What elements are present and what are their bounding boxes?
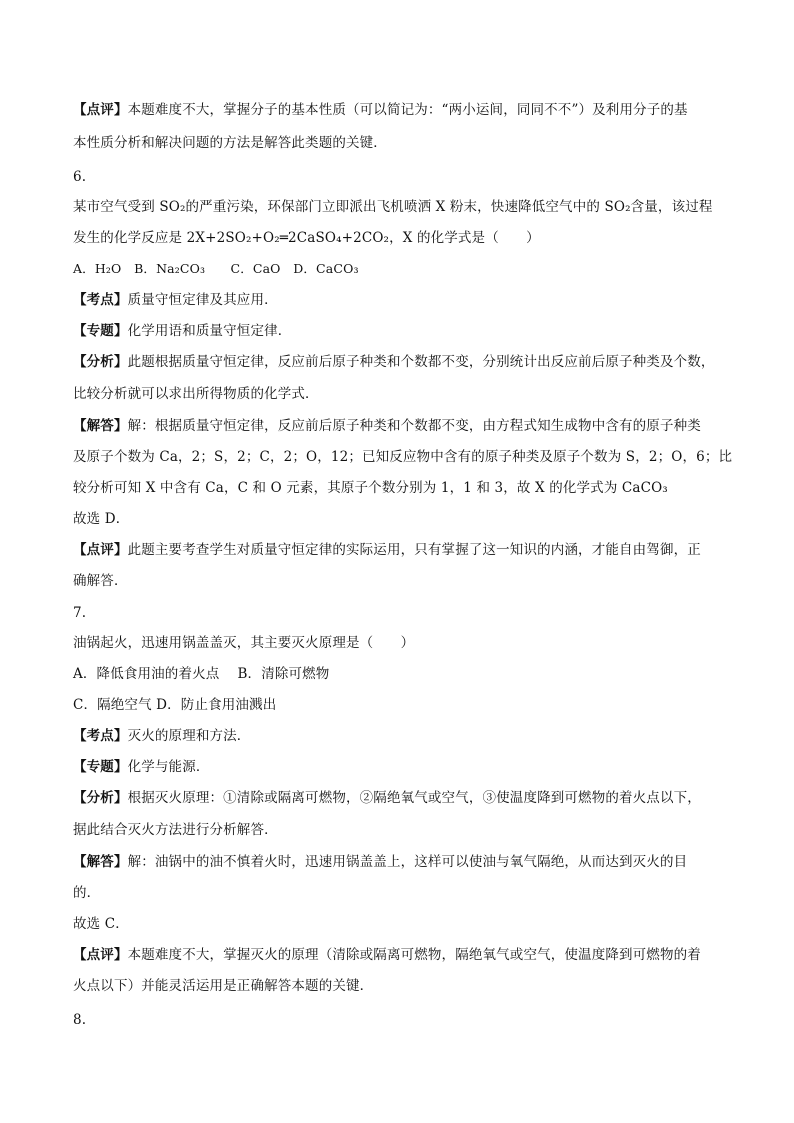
q6-comment-line1	[73, 540, 701, 560]
q7-options-line1: A．降低食用油的着火点 B．清除可燃物	[73, 666, 330, 682]
q6-kaodian-tag: 【考点】	[73, 292, 128, 308]
q5-comment-line2: 本性质分析和解决问题的方法是解答此类题的关键．	[73, 135, 387, 151]
q7-jieda-line1	[73, 852, 687, 872]
q7-jieda-line2: 的．	[73, 885, 101, 901]
q6-zhuanti-tag: 【专题】	[73, 323, 128, 339]
q6-comment-line2: 确解答．	[73, 573, 128, 589]
q7-zhuanti-text: 化学与能源．	[127, 759, 210, 775]
q6-jieda-line3: 较分析可知 X 中含有 Ca，C 和 O 元素，其原子个数分别为 1，1 和 3，故 X 的化学式为 CaCO₃	[73, 480, 668, 496]
q6-kaodian-text: 质量守恒定律及其应用．	[127, 292, 278, 308]
q6-zhuanti-text: 化学用语和质量守恒定律．	[127, 323, 292, 339]
q7-options-line2: C．隔绝空气 D．防止食用油溅出	[73, 697, 277, 713]
q6-fenxi-tag: 【分析】	[73, 354, 128, 370]
q7-fenxi-text1: 根据灭火原理：①清除或隔离可燃物，②隔绝氧气或空气，③使温度降到可燃物的着火点以下，	[127, 790, 701, 806]
q7-comment-text1: 本题难度不大，掌握灭火的原理（清除或隔离可燃物，隔绝氧气或空气，使温度降到可燃物的着	[127, 947, 701, 963]
q8-number: 8.	[73, 1012, 87, 1028]
q6-comment-tag: 【点评】	[73, 542, 128, 558]
q6-kaodian	[73, 290, 278, 310]
q7-number: 7.	[73, 605, 87, 621]
q6-options: A．H₂O B．Na₂CO₃ C．CaO D．CaCO₃	[73, 261, 359, 276]
q7-fenxi-tag: 【分析】	[73, 790, 128, 806]
q7-answer: 故选 C．	[73, 916, 129, 932]
q7-fenxi-line1	[73, 788, 701, 808]
q5-comment-tag: 【点评】	[73, 102, 128, 118]
q6-comment-text1: 此题主要考查学生对质量守恒定律的实际运用，只有掌握了这一知识的内涵，才能自由驾御，正	[127, 542, 701, 558]
q6-fenxi-line1	[73, 352, 715, 372]
q6-jieda-tag: 【解答】	[73, 418, 128, 434]
q7-zhuanti-tag: 【专题】	[73, 759, 128, 775]
q7-jieda-tag: 【解答】	[73, 854, 128, 870]
q6-fenxi-line2: 比较分析就可以求出所得物质的化学式．	[73, 386, 319, 402]
q7-stem: 油锅起火，迅速用锅盖盖灭，其主要灭火原理是（ ）	[73, 635, 415, 651]
q7-fenxi-line2: 据此结合灭火方法进行分析解答．	[73, 822, 278, 838]
q6-fenxi-text1: 此题根据质量守恒定律，反应前后原子种类和个数都不变，分别统计出反应前后原子种类及个数，	[127, 354, 715, 370]
q6-jieda-text1: 解：根据质量守恒定律，反应前后原子种类和个数都不变，由方程式知生成物中含有的原子种类	[127, 418, 701, 434]
q7-zhuanti	[73, 757, 210, 777]
q7-comment-line1	[73, 945, 701, 965]
q6-jieda-line1	[73, 416, 701, 436]
q6-answer: 故选 D．	[73, 511, 130, 527]
q7-kaodian-tag: 【考点】	[73, 728, 128, 744]
q5-comment-text1: 本题难度不大，掌握分子的基本性质（可以简记为：“两小运间，同同不不”）及利用分子的基	[127, 102, 688, 118]
q6-stem-line2: 发生的化学反应是 2X+2SO₂+O₂═2CaSO₄+2CO₂，X 的化学式是（ ）	[73, 230, 540, 246]
q6-zhuanti	[73, 321, 291, 341]
q7-kaodian	[73, 726, 250, 746]
q6-stem-line1: 某市空气受到 SO₂的严重污染，环保部门立即派出飞机喷洒 X 粉末，快速降低空气中的 SO₂含量，该过程	[73, 199, 713, 215]
q5-comment-line1	[73, 100, 688, 120]
q7-comment-line2: 火点以下）并能灵活运用是正确解答本题的关键．	[73, 978, 374, 994]
q7-jieda-text1: 解：油锅中的油不慎着火时，迅速用锅盖盖上，这样可以使油与氧气隔绝，从而达到灭火的目	[127, 854, 688, 870]
q7-kaodian-text: 灭火的原理和方法．	[127, 728, 251, 744]
q7-comment-tag: 【点评】	[73, 947, 128, 963]
q6-jieda-line2: 及原子个数为 Ca，2；S，2；C，2；O，12；已知反应物中含有的原子种类及原子个数为 S，2；O，6；比	[73, 449, 733, 465]
q6-number: 6.	[73, 169, 87, 185]
